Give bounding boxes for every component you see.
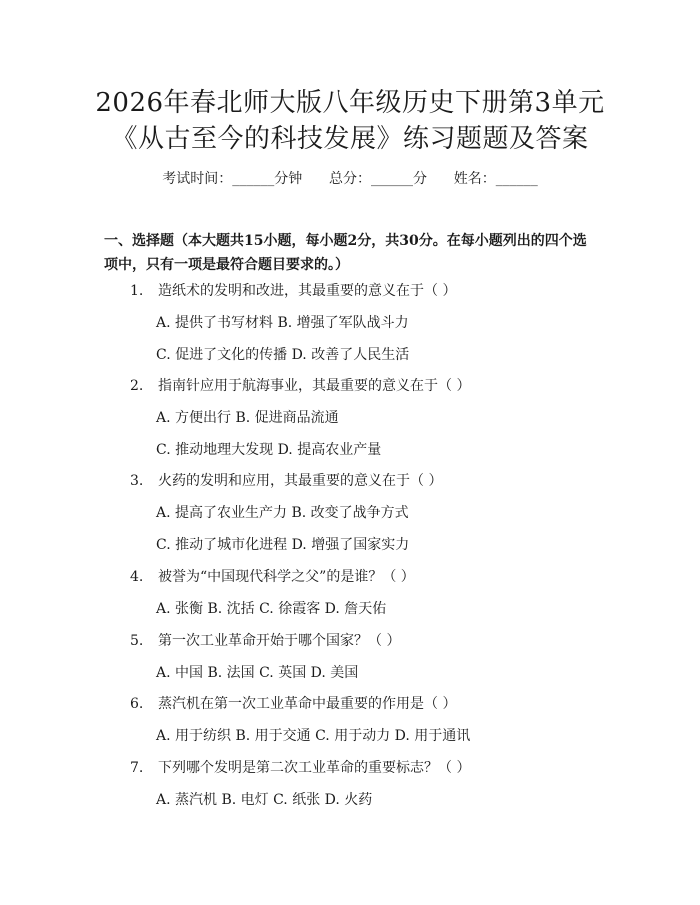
question-number: 5. — [130, 633, 144, 649]
section-heading-line-2: 项中，只有一项是最符合题目要求的。） — [104, 257, 349, 273]
question-text: 下列哪个发明是第二次工业革命的重要标志？（ ） — [158, 760, 471, 776]
question-text: 火药的发明和应用，其最重要的意义在于（ ） — [158, 473, 443, 489]
question-number: 1. — [130, 283, 144, 299]
question-text: 蒸汽机在第一次工业革命中最重要的作用是（ ） — [158, 696, 457, 712]
question-5-options-line-1: A. 中国 B. 法国 C. 英国 D. 美国 — [156, 665, 359, 681]
question-number: 2. — [130, 378, 144, 394]
question-number: 7. — [130, 760, 144, 776]
question-text: 第一次工业革命开始于哪个国家？（ ） — [158, 633, 401, 649]
question-2-options-line-1: A. 方便出行 B. 促进商品流通 — [156, 410, 339, 426]
document-title-line-2: 《从古至今的科技发展》练习题题及答案 — [111, 124, 589, 154]
question-number: 6. — [130, 696, 144, 712]
question-6 — [130, 694, 610, 714]
question-3-options-line-2: C. 推动了城市化进程 D. 增强了国家实力 — [156, 537, 410, 553]
question-5 — [130, 631, 610, 651]
document-title-line-1: 2026年春北师大版八年级历史下册第3单元 — [95, 88, 605, 118]
question-1 — [130, 281, 610, 301]
question-4 — [130, 567, 610, 587]
section-heading-line-1: 一、选择题（本大题共15小题，每小题2分，共30分。在每小题列出的四个选 — [104, 233, 587, 249]
exam-info: 考试时间：______分钟 总分：______分 姓名：______ — [162, 171, 538, 187]
question-number: 3. — [130, 473, 144, 489]
question-2 — [130, 376, 610, 396]
question-3 — [130, 471, 610, 491]
question-7-options-line-1: A. 蒸汽机 B. 电灯 C. 纸张 D. 火药 — [156, 792, 373, 808]
question-text: 指南针应用于航海事业，其最重要的意义在于（ ） — [158, 378, 471, 394]
question-text: 被誉为“中国现代科学之父”的是谁？（ ） — [158, 569, 415, 585]
question-4-options-line-1: A. 张衡 B. 沈括 C. 徐霞客 D. 詹天佑 — [156, 601, 387, 617]
question-3-options-line-1: A. 提高了农业生产力 B. 改变了战争方式 — [156, 505, 409, 521]
question-6-options-line-1: A. 用于纺织 B. 用于交通 C. 用于动力 D. 用于通讯 — [156, 728, 471, 744]
question-1-options-line-2: C. 促进了文化的传播 D. 改善了人民生活 — [156, 347, 410, 363]
question-number: 4. — [130, 569, 144, 585]
question-1-options-line-1: A. 提供了书写材料 B. 增强了军队战斗力 — [156, 315, 409, 331]
question-text: 造纸术的发明和改进，其最重要的意义在于（ ） — [158, 283, 457, 299]
question-2-options-line-2: C. 推动地理大发现 D. 提高农业产量 — [156, 442, 382, 458]
question-7 — [130, 758, 610, 778]
